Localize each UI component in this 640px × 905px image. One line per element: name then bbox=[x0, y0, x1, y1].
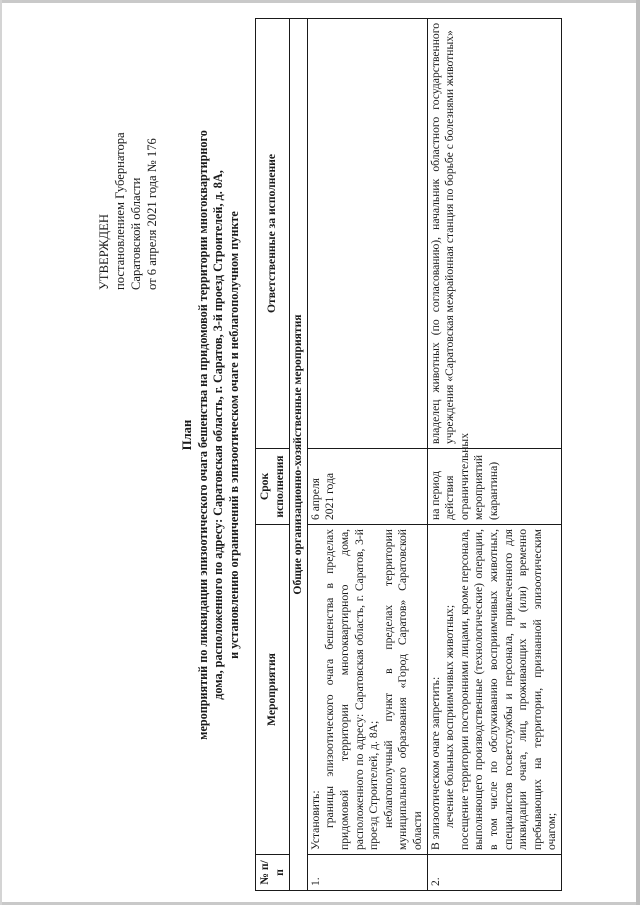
plan-table bbox=[255, 18, 562, 891]
row-measures bbox=[307, 525, 427, 855]
measure-line: неблагополучный пункт в пределах территории муниципального образования «Город Саратов» Саратовской области bbox=[381, 529, 424, 850]
approval-line-4: от 6 апреля 2021 года № 176 bbox=[145, 138, 159, 290]
plan-heading: План bbox=[180, 419, 194, 451]
header-responsible: Ответственные за исполнение bbox=[256, 19, 290, 449]
row-term: на период действия ограничительных мероприятий (карантина) bbox=[427, 449, 561, 525]
measure-line: границы эпизоотического очага бешенства в пределах придомовой территории многоквартирного дома, расположенного по адресу: Саратовская область, г. Саратов, 3-й проезд Строителей, д. 8А; bbox=[323, 529, 381, 850]
plan-title-line-2: дома, расположенного по адресу: Саратовская область, г. Саратов, 3-й проезд Строителей, д. 8А, bbox=[211, 170, 225, 700]
plan-title bbox=[180, 5, 242, 865]
row-responsible: владелец животных (по согласованию), начальник областного государственного учреждения «Саратовская межрайонная станция по борьбе с болезнями животных» bbox=[427, 19, 561, 449]
approval-line-3: Саратовской области bbox=[129, 177, 143, 290]
table-row bbox=[307, 19, 427, 891]
measure-line: посещение территории посторонними лицами, кроме персонала, выполняющего производственные (технологические) операции, в том числе по обслуживанию восприимчивых животных, специалистов госветслужбы и персонала, привлеченного для ликвидации очага, лиц, проживающих и (или) временно пребывающих на территории, признанной эпизоотическим очагом; bbox=[457, 529, 559, 850]
row-term: 6 апреля 2021 года bbox=[307, 449, 427, 525]
row-responsible bbox=[307, 19, 427, 449]
approval-stamp bbox=[96, 30, 160, 290]
plan-title-line-1: мероприятий по ликвидации эпизоотического очага бешенства на придомовой территории многоквартирного bbox=[195, 130, 210, 740]
measure-line: В эпизоотическом очаге запретить: bbox=[428, 676, 442, 850]
measure-line: лечение больных восприимчивых животных; bbox=[443, 604, 457, 828]
header-num: № п/п bbox=[256, 855, 290, 891]
header-measures: Мероприятия bbox=[256, 525, 290, 855]
row-number: 2. bbox=[427, 855, 561, 891]
row-measures bbox=[427, 525, 561, 855]
table-row bbox=[427, 19, 561, 891]
plan-title-line-3: и установлению ограничений в эпизоотическом очаге и неблагополучном пункте bbox=[226, 211, 241, 659]
approval-line-2: постановлением Губернатора bbox=[113, 132, 127, 290]
table-header-row bbox=[256, 19, 290, 891]
section-title: Общие организационно-хозяйственные мероприятия bbox=[290, 19, 308, 891]
row-number: 1. bbox=[307, 855, 427, 891]
section-row bbox=[290, 19, 308, 891]
measure-line: Установить: bbox=[308, 790, 322, 850]
approval-line-1: УТВЕРЖДЕН bbox=[97, 214, 111, 290]
header-term: Срок исполнения bbox=[256, 449, 290, 525]
